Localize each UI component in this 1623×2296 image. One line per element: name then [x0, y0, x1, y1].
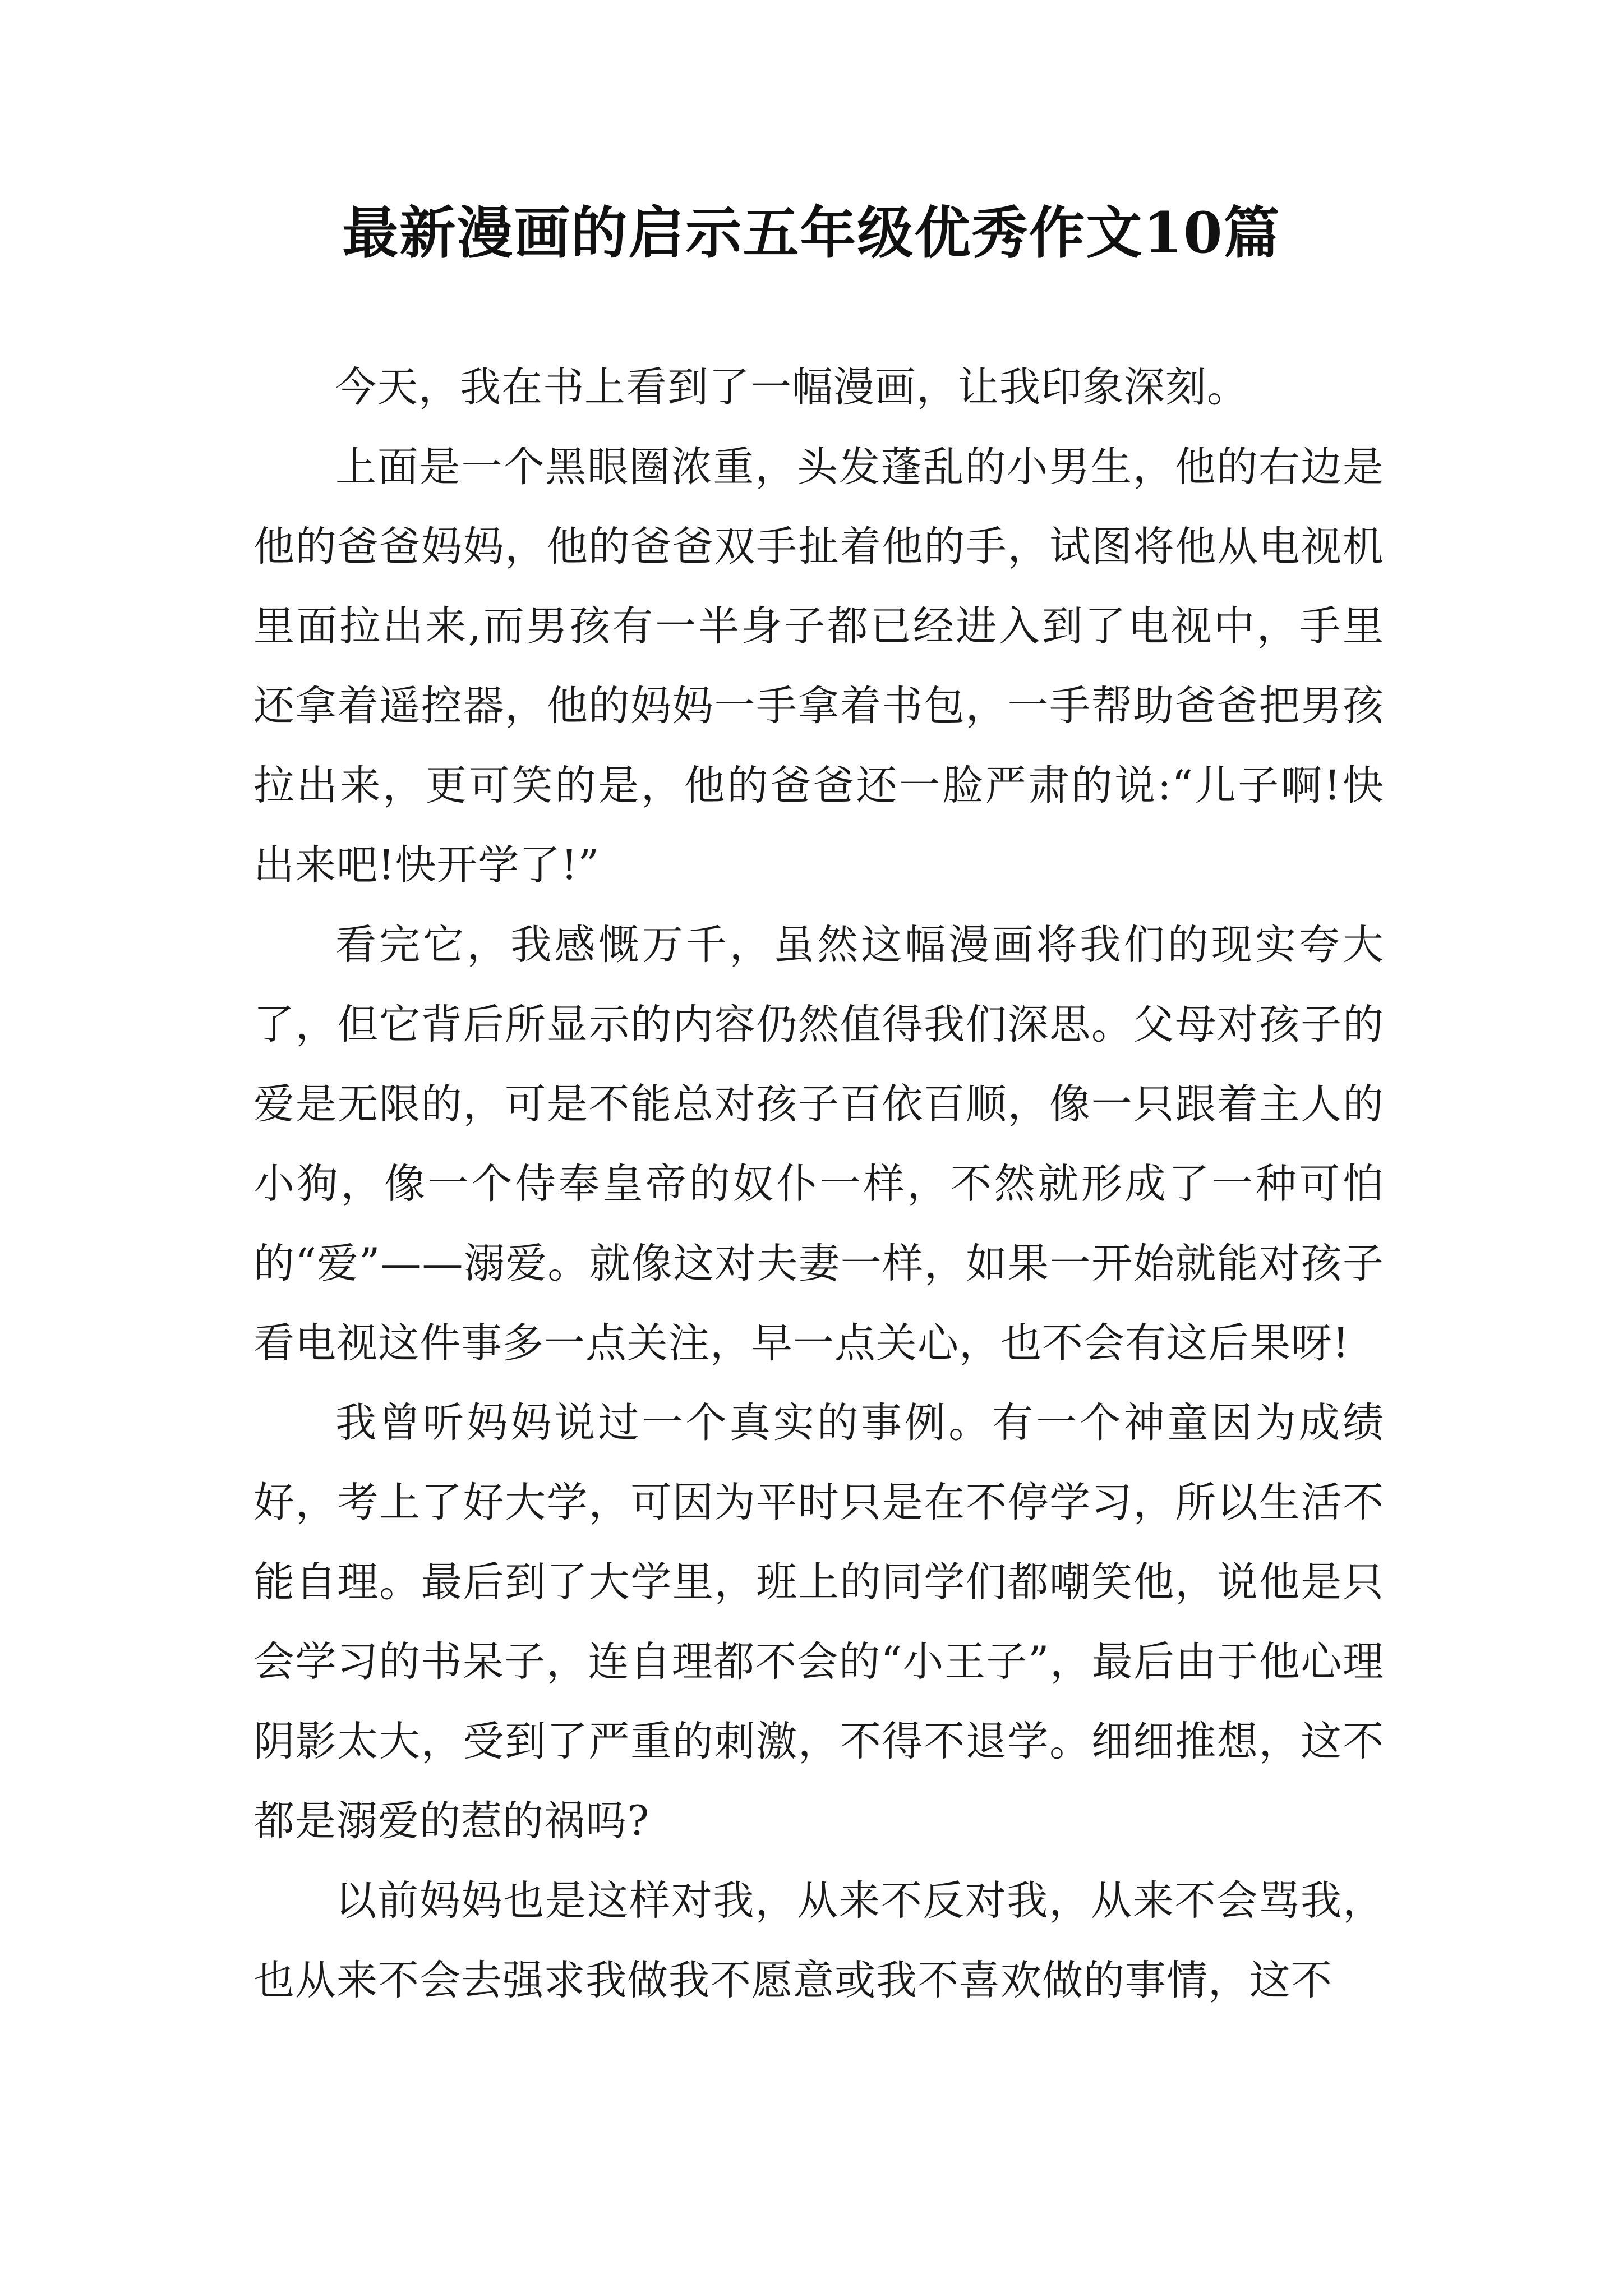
paragraph-3: 看完它，我感慨万千，虽然这幅漫画将我们的现实夸大了，但它背后所显示的内容仍然值得我们深思。父母对孩子的爱是无限的，可是不能总对孩子百依百顺，像一只跟着主人的小狗，像一个侍奉皇帝的奴仆一样，不然就形成了一种可怕的“爱”——溺爱。就像这对夫妻一样，如果一开始就能对孩子看电视这件事多一点关注，早一点关心，也不会有这后果呀! — [253, 921, 1384, 1367]
document-title: 最新漫画的启示五年级优秀作文10篇 — [342, 200, 1281, 266]
paragraph-5: 以前妈妈也是这样对我，从来不反对我，从来不会骂我，也从来不会去强求我做我不愿意或我不喜欢做的事情，这不 — [253, 1877, 1384, 2004]
paragraph-2: 上面是一个黑眼圈浓重，头发蓬乱的小男生，他的右边是他的爸爸妈妈，他的爸爸双手扯着他的手，试图将他从电视机里面拉出来,而男孩有一半身子都已经进入到了电视中，手里还拿着遥控器，他的妈妈一手拿着书包，一手帮助爸爸把男孩拉出来，更可笑的是，他的爸爸还一脸严肃的说:“儿子啊!快出来吧!快开学了!” — [253, 443, 1384, 889]
paragraph-1: 今天，我在书上看到了一幅漫画，让我印象深刻。 — [335, 364, 1248, 411]
document-body — [253, 348, 1384, 2021]
paragraph-4: 我曾听妈妈说过一个真实的事例。有一个神童因为成绩好，考上了好大学，可因为平时只是在不停学习，所以生活不能自理。最后到了大学里，班上的同学们都嘲笑他，说他是只会学习的书呆子，连自理都不会的“小王子”，最后由于他心理阴影太大，受到了严重的刺激，不得不退学。细细推想，这不都是溺爱的惹的祸吗? — [253, 1399, 1384, 1845]
